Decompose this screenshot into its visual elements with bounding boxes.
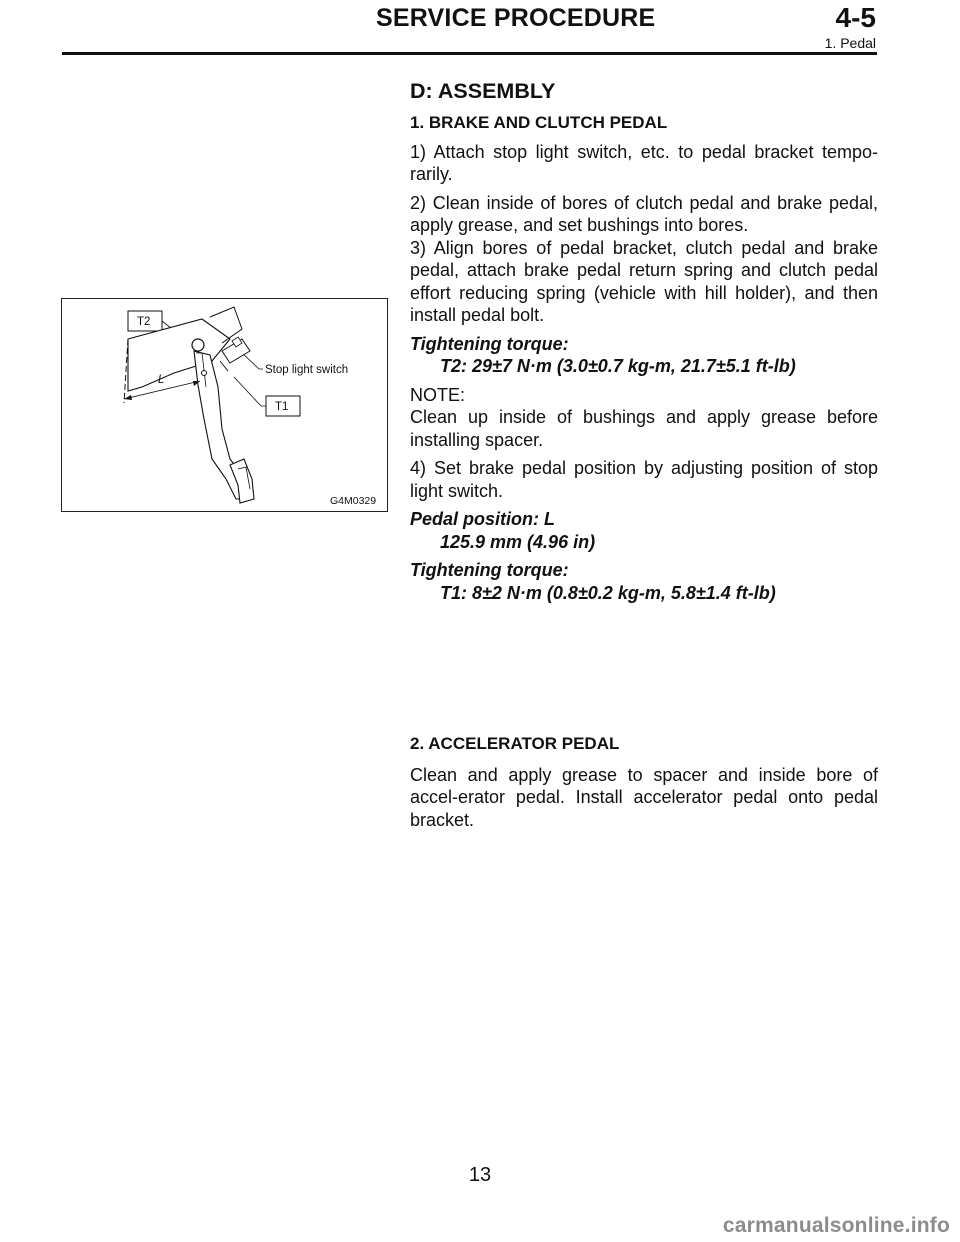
assembly-section — [410, 78, 878, 604]
assembly-heading: D: ASSEMBLY — [410, 79, 556, 103]
pedal-pivot — [192, 339, 204, 351]
torque-value-1: T2: 29±7 N·m (3.0±0.7 kg-m, 21.7±5.1 ft-lb) — [440, 356, 796, 376]
accelerator-text: Clean and apply grease to spacer and inside bore of accel-erator pedal. Install accelerator pedal onto pedal bracket. — [410, 764, 878, 830]
header-rule — [62, 52, 877, 55]
torque-label-1: Tightening torque: — [410, 333, 569, 354]
step-1: 1) Attach stop light switch, etc. to pedal bracket tempo-rarily. — [410, 141, 878, 184]
arm-hole — [202, 371, 207, 376]
label-stop-light-switch: Stop light switch — [265, 364, 349, 376]
label-l: L — [158, 374, 165, 386]
pedal-position-label: Pedal position: L — [410, 509, 556, 529]
note-label: NOTE: — [410, 384, 466, 405]
step-2: 2) Clean inside of bores of clutch pedal and brake pedal, apply grease, and set bushings into bores. — [410, 192, 878, 235]
label-t1: T1 — [275, 401, 289, 413]
watermark: carmanualsonline.info — [722, 1214, 950, 1237]
brake-clutch-heading: 1. BRAKE AND CLUTCH PEDAL — [410, 113, 668, 132]
figure-id: G4M0329 — [330, 495, 377, 507]
accelerator-section — [410, 733, 878, 831]
note-text: Clean up inside of bushings and apply grease before installing spacer. — [410, 407, 878, 450]
dimension-arrow-left — [124, 395, 132, 400]
step-4: 4) Set brake pedal position by adjusting position of stop light switch. — [410, 458, 878, 501]
accelerator-heading: 2. ACCELERATOR PEDAL — [410, 734, 620, 753]
pedal-figure — [61, 298, 388, 512]
reference-line — [124, 339, 128, 403]
header-title: SERVICE PROCEDURE — [376, 4, 656, 32]
pedal-diagram — [62, 299, 387, 511]
torque-label-2: Tightening torque: — [410, 560, 569, 580]
page-number: 13 — [468, 1164, 492, 1186]
header-subtitle: 1. Pedal — [824, 35, 876, 51]
torque-value-2: T1: 8±2 N·m (0.8±0.2 kg-m, 5.8±1.4 ft-lb) — [440, 582, 776, 603]
t1-leader — [234, 377, 266, 406]
label-t2: T2 — [137, 316, 151, 328]
pedal-position-value: 125.9 mm (4.96 in) — [440, 531, 596, 552]
switch-plunger — [220, 361, 228, 371]
step-3: 3) Align bores of pedal bracket, clutch pedal and brake pedal, attach brake pedal return spring and clutch pedal effort reducing spring (vehicle with hill holder), and then install pedal bolt. — [410, 237, 878, 325]
section-number: 4-5 — [835, 2, 876, 33]
